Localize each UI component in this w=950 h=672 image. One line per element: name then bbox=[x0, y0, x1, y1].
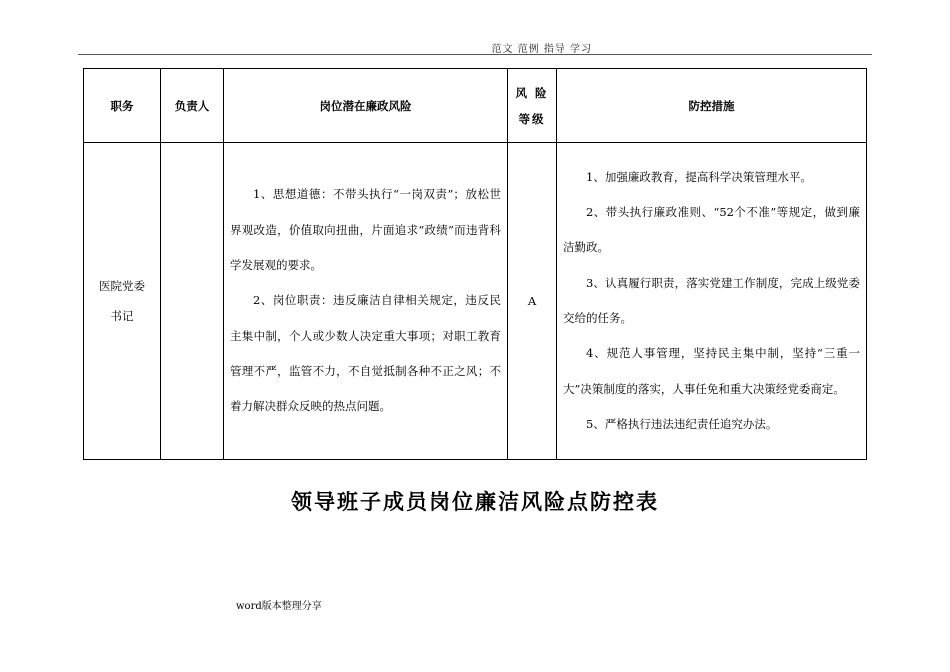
risk-item: 2、岗位职责：违反廉洁自律相关规定，违反民主集中制，个人或少数人决定重大事项；对职工教育管理不严，监管不力，不自觉抵制各种不正之风；不着力解决群众反映的热点问题。 bbox=[230, 293, 501, 414]
risk-control-table bbox=[83, 68, 867, 460]
column-header-position: 职务 bbox=[84, 69, 161, 143]
measure-item: 2、带头执行廉政准则、“52个不准”等规定，做到廉洁勤政。 bbox=[563, 205, 860, 255]
table-header-row bbox=[84, 69, 867, 143]
measure-item: 1、加强廉政教育，提高科学决策管理水平。 bbox=[586, 169, 812, 184]
role-line2: 书记 bbox=[110, 309, 134, 323]
page-footer: word版本整理分享 bbox=[236, 601, 322, 612]
column-header-risk-level: 风 险 等级 bbox=[508, 69, 557, 143]
risks-cell bbox=[224, 143, 508, 460]
document-title: 领导班子成员岗位廉洁风险点防控表 bbox=[291, 489, 659, 514]
measure-item: 4、规范人事管理，坚持民主集中制，坚持“三重一大”决策制度的落实，人事任免和重大决策经党委商定。 bbox=[563, 346, 860, 396]
measure-item: 3、认真履行职责，落实党建工作制度，完成上级党委交给的任务。 bbox=[563, 275, 860, 325]
column-header-measures: 防控措施 bbox=[557, 69, 867, 143]
risk-item: 1、思想道德：不带头执行“一岗双责”；放松世界观改造，价值取向扭曲，片面追求“政绩”而违背科学发展观的要求。 bbox=[230, 187, 501, 273]
person-cell bbox=[161, 143, 224, 460]
role-line1: 医院党委 bbox=[99, 279, 145, 293]
page-header bbox=[78, 40, 872, 55]
column-header-risks: 岗位潜在廉政风险 bbox=[224, 69, 508, 143]
table-row bbox=[84, 143, 867, 460]
header-text: 范文 范例 指导 学习 bbox=[491, 44, 592, 55]
column-header-person: 负责人 bbox=[161, 69, 224, 143]
measure-item: 5、严格执行违法违纪责任追究办法。 bbox=[586, 416, 778, 431]
role-cell bbox=[84, 143, 161, 460]
measures-cell bbox=[557, 143, 867, 460]
risk-level-cell: A bbox=[508, 143, 557, 460]
